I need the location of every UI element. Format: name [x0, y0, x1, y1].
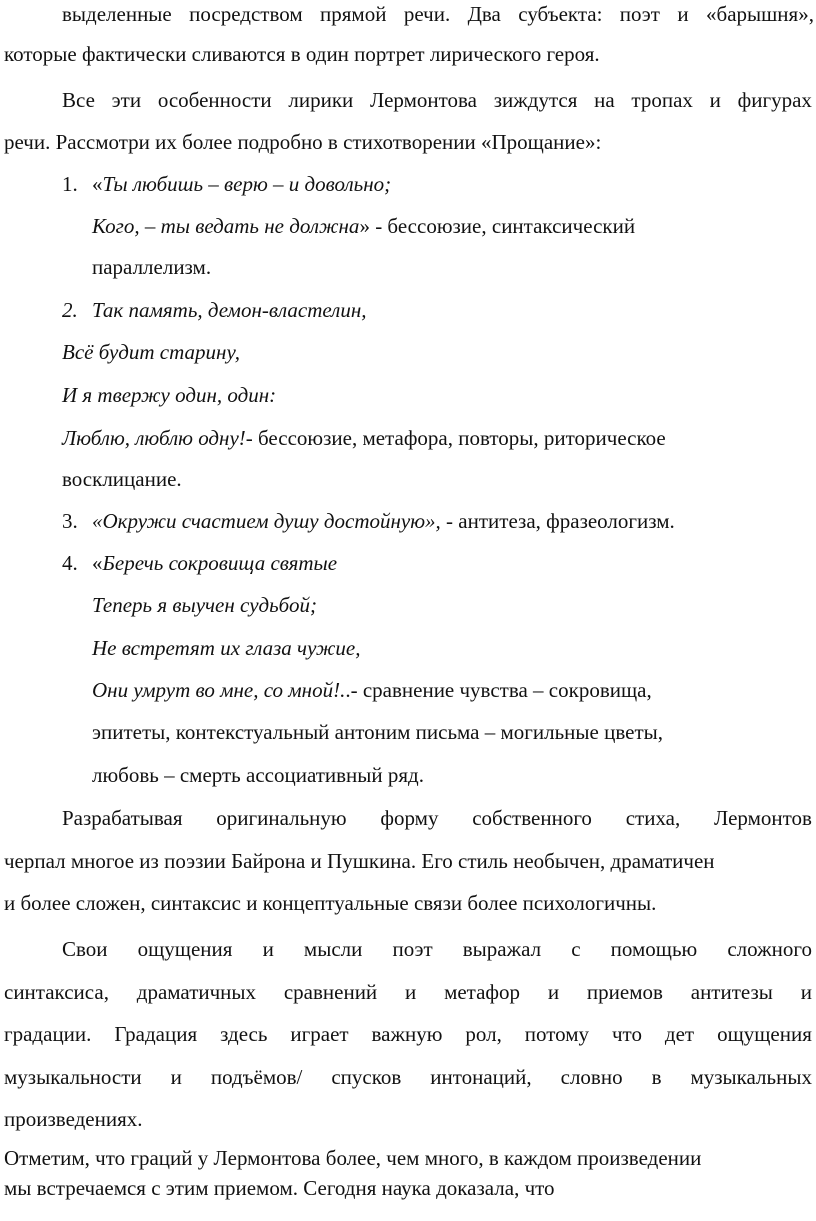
- word: субъекта:: [518, 2, 603, 26]
- word: посредством: [189, 2, 303, 26]
- word: важную: [371, 1022, 443, 1046]
- intro-line-1: [62, 0, 814, 28]
- feelings-line-2: [4, 978, 812, 1006]
- device-comment: - сравнение чувства – сокровища,: [350, 678, 652, 702]
- word: спусков: [331, 1065, 402, 1089]
- word: собственного: [472, 806, 592, 830]
- list-item-2: [62, 296, 367, 324]
- list-item-3: [62, 507, 675, 535]
- word: «барышня»,: [706, 2, 814, 26]
- verse-line: Кого, – ты ведать не должна: [92, 214, 360, 238]
- word: драматичных: [136, 980, 257, 1004]
- word: и: [405, 980, 417, 1004]
- verse-line: Не встретят их глаза чужие,: [92, 636, 361, 660]
- list-item-2-verse-2: [62, 338, 240, 366]
- word: интонаций,: [430, 1065, 532, 1089]
- word: подъёмов/: [210, 1065, 303, 1089]
- list-item-4-comment-2: эпитеты, контекстуальный антоним письма – могильные цветы,: [92, 720, 663, 744]
- tropes-line-1: [62, 86, 812, 114]
- word: Свои: [62, 937, 108, 961]
- word: музыкальных: [690, 1065, 812, 1089]
- feelings-line-3: [4, 1020, 812, 1048]
- verse-line: Люблю, люблю одну!-: [62, 426, 253, 450]
- word: и: [547, 980, 560, 1004]
- list-item-1-comment: параллелизм.: [92, 255, 212, 279]
- word: стиха,: [625, 806, 681, 830]
- word: потому: [524, 1022, 590, 1046]
- list-item-1: [62, 170, 391, 198]
- quote-mark: «: [92, 551, 103, 575]
- verse-line: Беречь сокровища святые: [102, 551, 338, 575]
- feelings-line-4: [4, 1063, 812, 1091]
- word: рол,: [465, 1022, 502, 1046]
- word: и: [800, 980, 812, 1004]
- list-item-1-verse-2: [92, 212, 635, 240]
- word: ощущения: [717, 1022, 812, 1046]
- word: фигурах: [737, 88, 812, 112]
- verse-line: Ты любишь – верю – и довольно;: [102, 172, 392, 196]
- word: сравнений: [283, 980, 378, 1004]
- final-line-2: мы встречаемся с этим приемом. Сегодня наука доказала, что: [4, 1176, 555, 1200]
- word: лирики: [288, 88, 354, 112]
- word: мысли: [303, 937, 363, 961]
- word: антитезы: [690, 980, 773, 1004]
- list-item-2-verse-4: [62, 424, 666, 452]
- verse-tail: .: [345, 678, 351, 702]
- word: сложного: [727, 937, 812, 961]
- word: и: [262, 937, 274, 961]
- word: эти: [111, 88, 142, 112]
- word: словно: [560, 1065, 623, 1089]
- word: выделенные: [62, 2, 172, 26]
- word: поэт: [619, 2, 660, 26]
- word: Лермонтова: [370, 88, 477, 112]
- feelings-line-5: произведениях.: [4, 1107, 143, 1131]
- byron-line-1: [62, 804, 812, 832]
- list-number: 1.: [62, 172, 78, 196]
- word: выражал: [462, 937, 542, 961]
- device-comment: - бессоюзие, синтаксический: [369, 214, 636, 238]
- quote-mark: «: [92, 172, 103, 196]
- word: Все: [62, 88, 95, 112]
- word: играет: [290, 1022, 349, 1046]
- word: с: [571, 937, 581, 961]
- word: метафор: [444, 980, 521, 1004]
- word: что: [612, 1022, 642, 1046]
- word: в: [651, 1065, 662, 1089]
- word: речи.: [403, 2, 451, 26]
- word: ощущения: [137, 937, 233, 961]
- word: помощью: [610, 937, 698, 961]
- feelings-line-1: [62, 935, 812, 963]
- word: здесь: [220, 1022, 268, 1046]
- list-item-2-comment: восклицание.: [62, 467, 182, 491]
- word: тропах: [631, 88, 693, 112]
- word: поэт: [392, 937, 433, 961]
- list-item-4-verse-2: [92, 591, 317, 619]
- word: и: [709, 88, 721, 112]
- word: особенности: [157, 88, 272, 112]
- word: Два: [467, 2, 501, 26]
- list-item-2-verse-3: [62, 381, 276, 409]
- list-item-4: [62, 549, 337, 577]
- word: и: [170, 1065, 182, 1089]
- list-item-4-verse-3: [92, 634, 360, 662]
- device-comment: бессоюзие, метафора, повторы, риторическое: [252, 426, 666, 450]
- word: на: [594, 88, 615, 112]
- intro-line-2: которые фактически сливаются в один портрет лирического героя.: [4, 42, 600, 66]
- list-number: 3.: [62, 509, 78, 533]
- list-item-4-comment-3: любовь – смерть ассоциативный ряд.: [92, 763, 424, 787]
- word: и: [677, 2, 689, 26]
- verse-line: Теперь я выучен судьбой;: [92, 593, 317, 617]
- device-comment: - антитеза, фразеологизм.: [440, 509, 675, 533]
- verse-line: Они умрут во мне, со мной!.: [92, 678, 346, 702]
- word: Разрабатывая: [62, 806, 183, 830]
- byron-line-3: и более сложен, синтаксис и концептуальные связи более психологичны.: [4, 891, 657, 915]
- word: музыкальности: [4, 1065, 142, 1089]
- word: градации.: [4, 1022, 92, 1046]
- word: Лермонтов: [714, 806, 812, 830]
- word: форму: [380, 806, 439, 830]
- verse-line: Так память, демон-властелин,: [92, 298, 367, 322]
- word: Градация: [114, 1022, 198, 1046]
- tropes-line-2: речи. Рассмотри их более подробно в стихотворении «Прощание»:: [4, 130, 602, 154]
- list-item-4-verse-4: [92, 676, 652, 704]
- word: зиждутся: [493, 88, 578, 112]
- byron-line-2: черпал многое из поэзии Байрона и Пушкина. Его стиль необычен, драматичен: [4, 849, 715, 873]
- word: приемов: [586, 980, 663, 1004]
- word: прямой: [320, 2, 387, 26]
- verse-line: И я твержу один, один:: [62, 383, 277, 407]
- list-number: 4.: [62, 551, 78, 575]
- verse-line: «Окружи счастием душу достойную»,: [92, 509, 441, 533]
- word: дет: [664, 1022, 695, 1046]
- final-line-1: Отметим, что граций у Лермонтова более, чем много, в каждом произведении: [4, 1146, 702, 1170]
- word: синтаксиса,: [4, 980, 109, 1004]
- word: оригинальную: [216, 806, 347, 830]
- list-number: 2.: [62, 298, 78, 322]
- verse-line: Всё будит старину,: [62, 340, 240, 364]
- quote-mark: »: [359, 214, 370, 238]
